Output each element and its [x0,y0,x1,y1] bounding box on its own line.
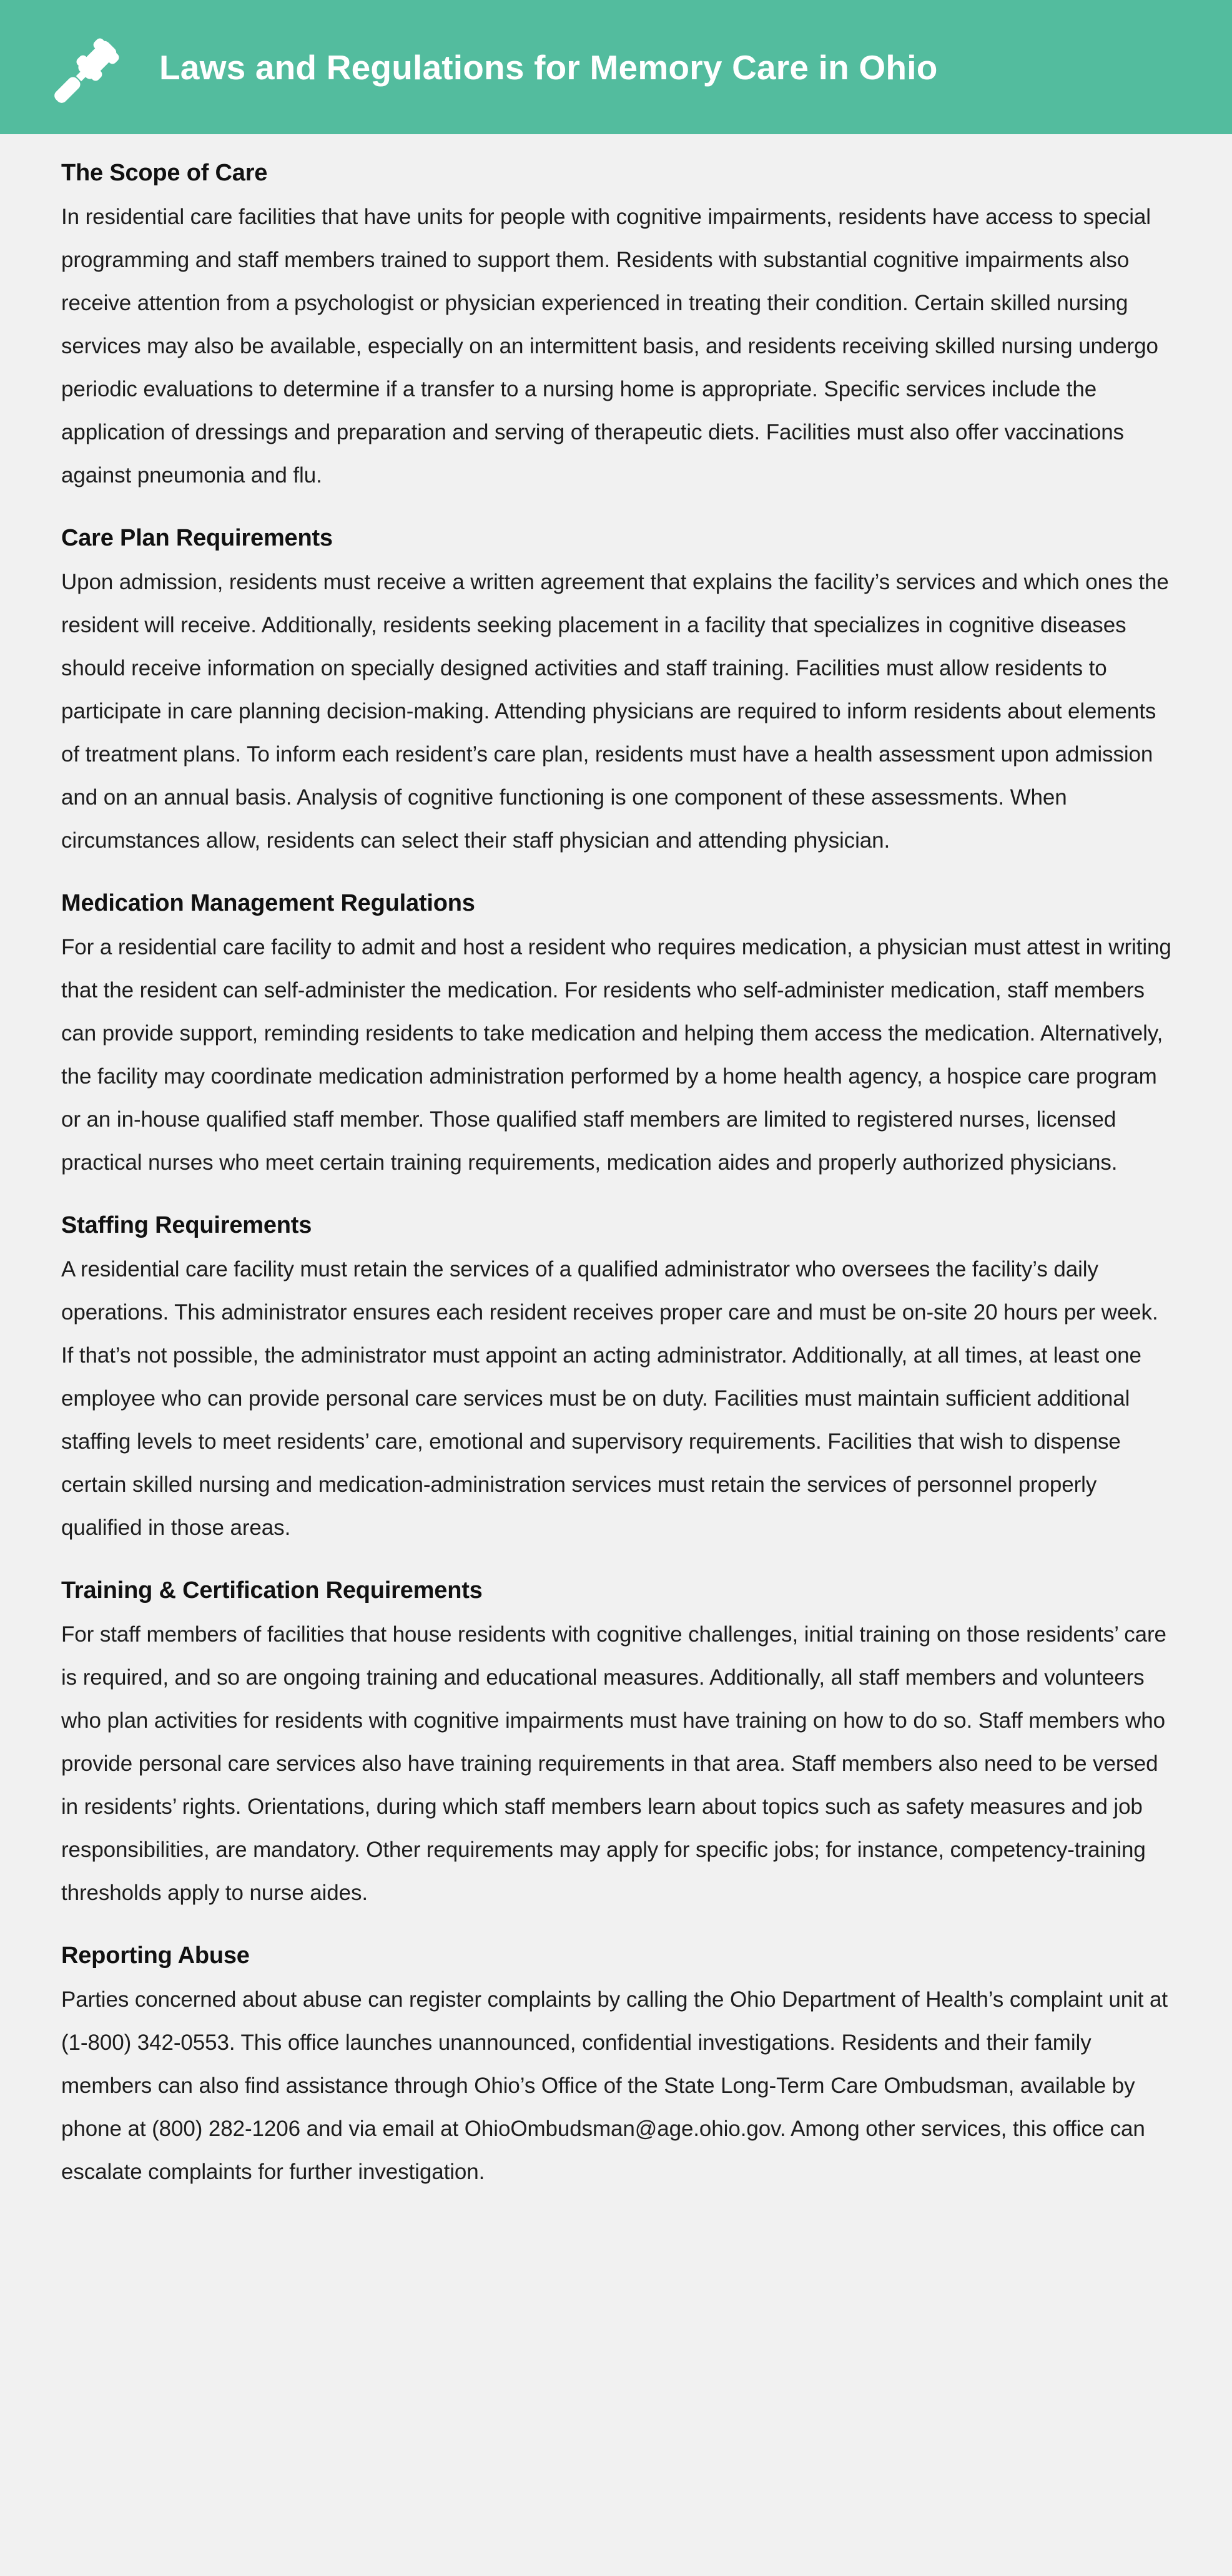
section-heading: Medication Management Regulations [61,890,475,916]
section-heading: Reporting Abuse [61,1942,250,1969]
section-paragraph: For a residential care facility to admit and host a resident who requires medication, a physician must attest in writing that the resident can self-administer the medication. For residents who self-administer medication, staff members can provide support, reminding residents to take medication and helping them access the medication. Alternatively, the facility may coordinate medication administration performed by a home health agency, a hospice care program or an in-house qualified staff member. Those qualified staff members are limited to registered nurses, licensed practical nurses who meet certain training requirements, medication aides and properly authorized physicians. [61,935,1171,1175]
section-care-plan-requirements [61,524,1173,862]
section-heading: The Scope of Care [61,160,268,186]
page-header [0,0,1232,134]
section-scope-of-care [61,159,1173,497]
section-heading: Training & Certification Requirements [61,1577,483,1604]
section-reporting-abuse [61,1942,1173,2193]
section-paragraph: For staff members of facilities that house residents with cognitive challenges, initial training on those residents’ care is required, and so are ongoing training and educational measures. Additionally, all staff members and volunteers who plan activities for residents with cognitive impairments must have training on how to do so. Staff members who provide personal care services also have training requirements in that area. Staff members also need to be versed in residents’ rights. Orientations, during which staff members learn about topics such as safety measures and job responsibilities, are mandatory. Other requirements may apply for specific jobs; for instance, competency-training thresholds apply to nurse aides. [61,1622,1166,1905]
section-medication-management [61,889,1173,1184]
section-training-certification [61,1577,1173,1914]
section-paragraph: Parties concerned about abuse can register complaints by calling the Ohio Department of Health’s complaint unit at (1-800) 342-0553. This office launches unannounced, confidential investigations. Residents and their family members can also find assistance through Ohio’s Office of the State Long-Term Care Ombudsman, available by phone at (800) 282-1206 and via email at OhioOmbudsman@age.ohio.gov. Among other services, this office can escalate complaints for further investigation. [61,1987,1168,2184]
section-heading: Care Plan Requirements [61,525,333,551]
article-body [0,134,1232,2231]
page-title: Laws and Regulations for Memory Care in Ohio [159,47,938,87]
section-staffing-requirements [61,1212,1173,1549]
section-paragraph: A residential care facility must retain the services of a qualified administrator who oversees the facility’s daily operations. This administrator ensures each resident receives proper care and must be on-site 20 hours per week. If that’s not possible, the administrator must appoint an acting administrator. Additionally, at all times, at least one employee who can provide personal care services must be on duty. Facilities must maintain sufficient additional staffing levels to meet residents’ care, emotional and supervisory requirements. Facilities that wish to dispense certain skilled nursing and medication-administration services must retain the services of personnel properly qualified in those areas. [61,1257,1158,1540]
section-heading: Staffing Requirements [61,1212,312,1238]
section-paragraph: Upon admission, residents must receive a written agreement that explains the facility’s services and which ones the resident will receive. Additionally, residents seeking placement in a facility that specializes in cognitive diseases should receive information on specially designed activities and staff training. Facilities must allow residents to participate in care planning decision-making. Attending physicians are required to inform residents about elements of treatment plans. To inform each resident’s care plan, residents must have a health assessment upon admission and on an annual basis. Analysis of cognitive functioning is one component of these assessments. When circumstances allow, residents can select their staff physician and attending physician. [61,570,1169,853]
gavel-icon [53,31,127,104]
section-paragraph: In residential care facilities that have units for people with cognitive impairments, residents have access to special programming and staff members trained to support them. Residents with substantial cognitive impairments also receive attention from a psychologist or physician experienced in treating their condition. Certain skilled nursing services may also be available, especially on an intermittent basis, and residents receiving skilled nursing undergo periodic evaluations to determine if a transfer to a nursing home is appropriate. Specific services include the application of dressings and preparation and serving of therapeutic diets. Facilities must also offer vaccinations against pneumonia and flu. [61,205,1158,487]
